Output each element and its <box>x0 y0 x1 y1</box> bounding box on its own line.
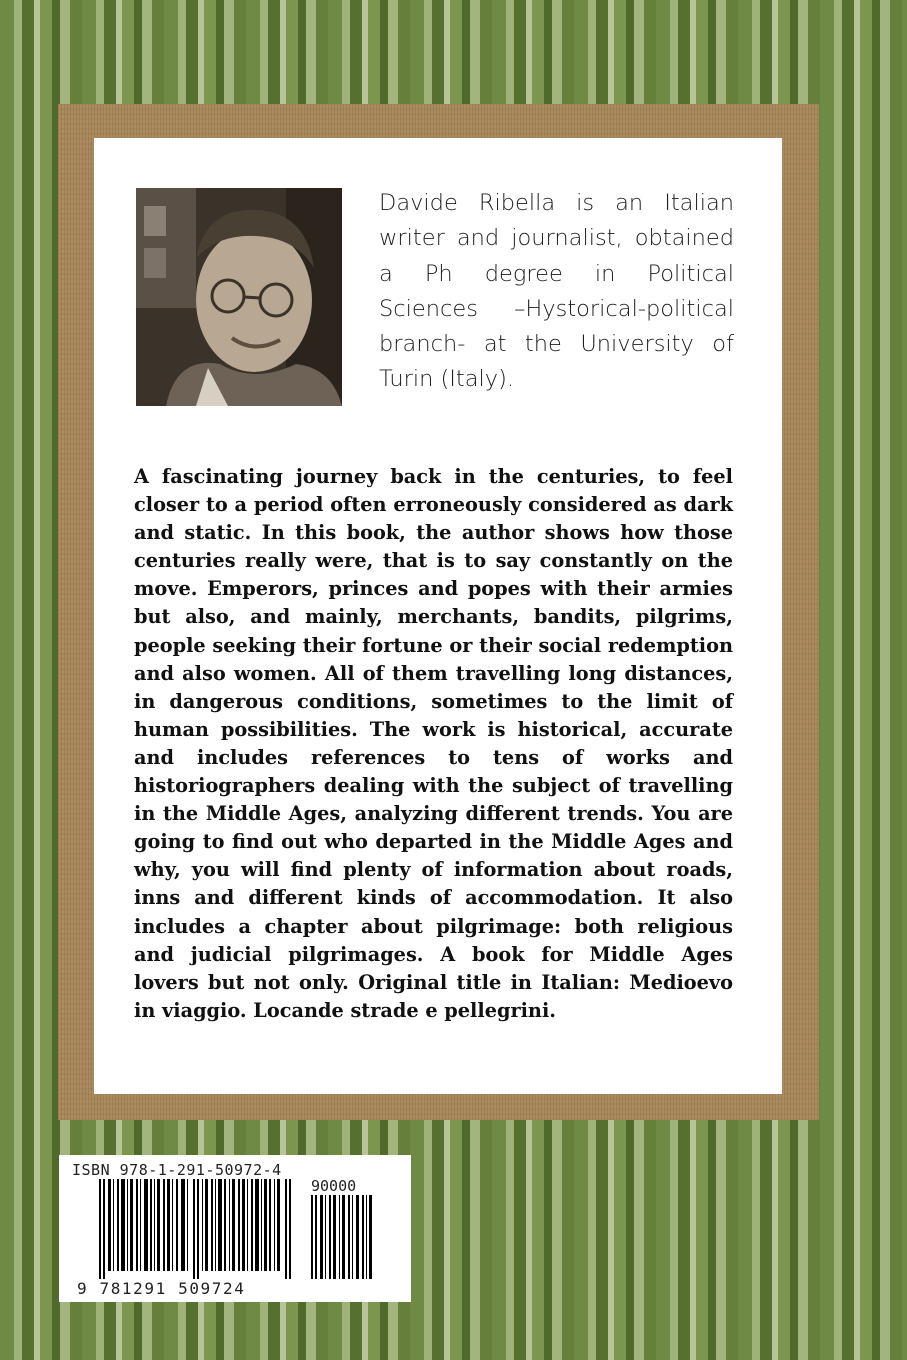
ean-bars <box>99 1179 299 1279</box>
ean-digits: 9 781291 509724 <box>77 1279 246 1298</box>
price-bars <box>311 1195 375 1279</box>
author-photo <box>136 188 342 406</box>
back-cover-panel <box>94 138 782 1094</box>
isbn-label: ISBN 978-1-291-50972-4 <box>72 1161 282 1179</box>
barcode <box>59 1155 411 1302</box>
price-code: 90000 <box>311 1177 357 1195</box>
author-bio: Davide Ribella is an Italian writer and journalist, obtained a Ph degree in Political Sciences –Hystorical-political branch- at the University of Turin (Italy). <box>379 190 734 393</box>
book-description: A fascinating journey back in the centuries, to feel closer to a period often erroneously considered as dark and static. In this book, the author shows how those centuries really were, that is to say constantly on the move. Emperors, princes and popes with their armies but also, and mainly, merchants, bandits, pilgrims, people seeking their fortune or their social redemption and also women. All of them travelling long distances, in dangerous conditions, sometimes to the limit of human possibilities. The work is historical, accurate and includes references to tens of works and historiographers dealing with the subject of travelling in the Middle Ages, analyzing different trends. You are going to find out who departed in the Middle Ages and why, you will find plenty of information about roads, inns and different kinds of accommodation. It also includes a chapter about pilgrimage: both religious and judicial pilgrimages. A book for Middle Ages lovers but not only. Original title in Italian: Medioevo in viaggio. Locande strade e pellegrini. <box>134 465 733 1022</box>
